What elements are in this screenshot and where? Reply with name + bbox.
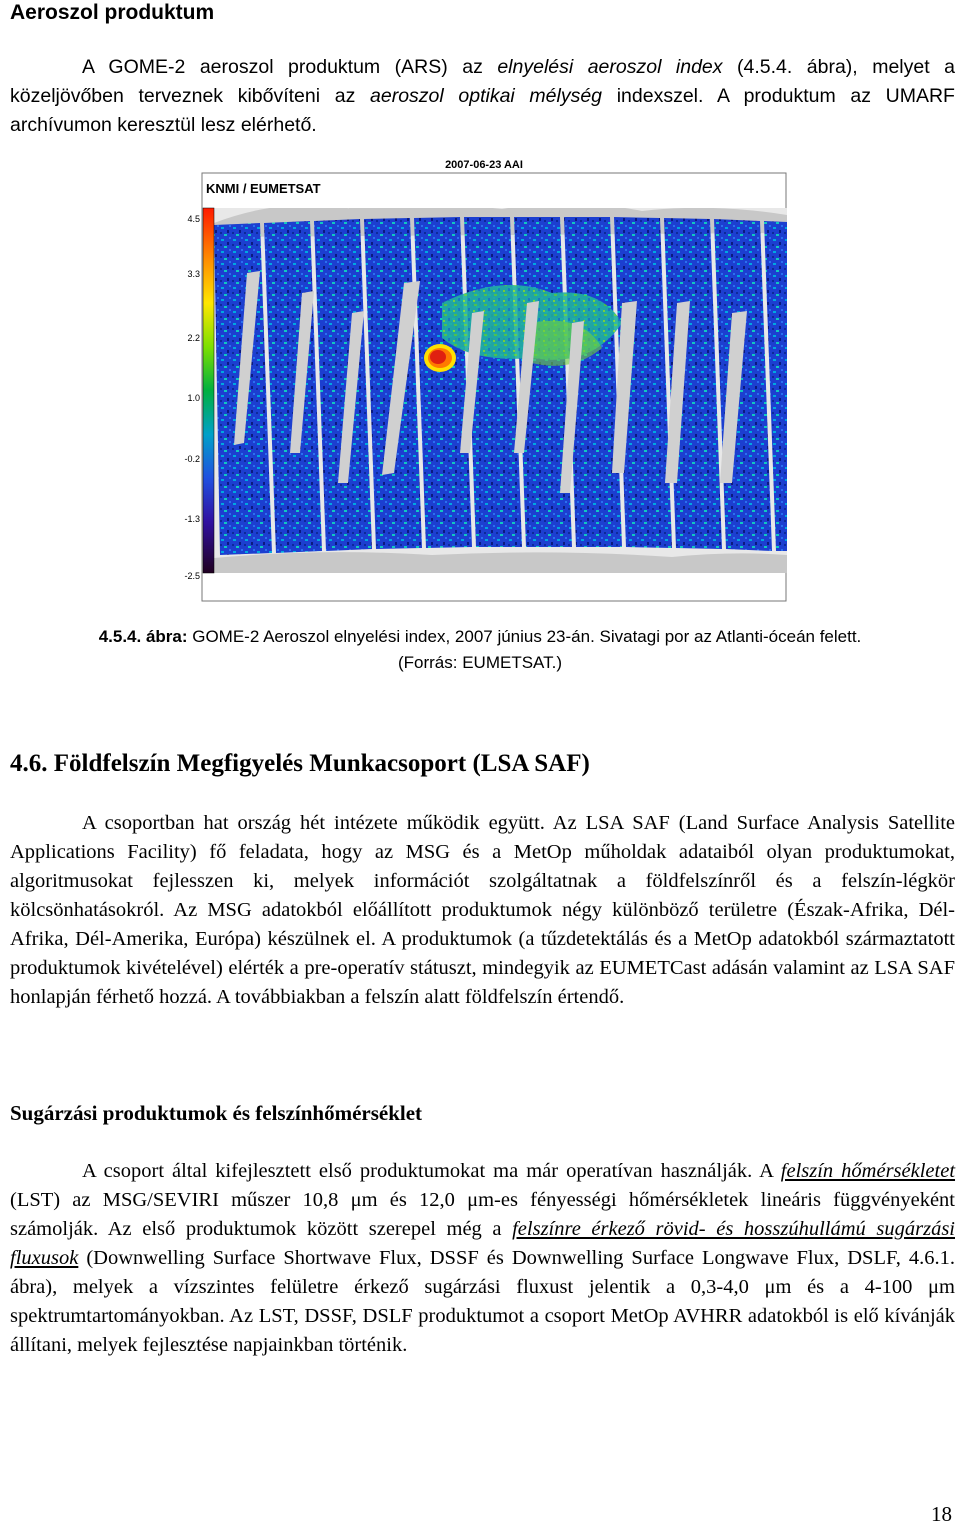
section-title-radiation: Sugárzási produktumok és felszínhőmérséklet [10,1101,423,1125]
page-number: 18 [931,1502,952,1526]
satellite-swaths [214,217,787,555]
section-title-lsa-saf: 4.6. Földfelszín Megfigyelés Munkacsoport (LSA SAF) [10,750,590,777]
map-title: 2007-06-23 AAI [445,159,523,171]
colorbar-tick: 3.3 [187,269,200,279]
colorbar-tick: 1.0 [187,393,200,403]
colorbar-tick: 2.2 [187,333,200,343]
colorbar-tick: 4.5 [187,214,200,224]
colorbar-tick: -1.3 [184,514,200,524]
knmi-eumetsat-logo: KNMI / EUMETSAT [206,181,321,196]
figure-caption-source: (Forrás: EUMETSAT.) [397,653,563,672]
section-title-aerosol: Aeroszol produktum [10,1,215,24]
radiation-paragraph: A csoport által kifejlesztett első produktumokat ma már operatívan használják. A felszín hőmérsékletet (LST) az MSG/SEVIRI műszer 10,8 μm és 12,0 μm-es fényességi hőmérsékletek lineáris függvényeként számolják. Az első produktumok között szerepel még a felszínre érkező rövid- és hosszúhullámú sugárzási fluxusok (Downwelling Surface Shortwave Flux, DSSF és Downwelling Surface Longwave Flux, DSLF, 4.6.1. ábra), melyek a vízszintes felületre érkező sugárzási fluxust jelentik a 0,3-4,0 μm és a 4-100 μm spektrumtartományokban. Az LST, DSSF, DSLF produktumot a csoport MetOp AVHRR adatokból is elő kívánják állítani, melyek fejlesztése napjainkban történik. [10,1160,956,1356]
aerosol-index-map-figure [172,153,788,603]
colorbar-tick: -2.5 [184,571,200,581]
lsa-saf-paragraph: A csoportban hat ország hét intézete működik együtt. Az LSA SAF (Land Surface Analysis Satellite Applications Facility) fő feladata, hogy az MSG és a MetOp műholdak adataiból olyan produktumokat, algoritmusokat fejlesszen ki, melyek információt szolgáltatnak a földfelszínről és a felszín-légkör kölcsönhatásokról. Az MSG adatokból előállított produktumok négy különböző területre (Észak-Afrika, Dél-Afrika, Dél-Amerika, Európa) készülnek el. A produktumok (a tűzdetektálás és a MetOp adatokból származtatott produktumok kivételével) elérték a pre-operatív státuszt, mindegyik az EUMETCast adásán valamint az LSA SAF honlapján férhető hozzá. A továbbiakban a felszín alatt földfelszín értendő. [10,812,955,1008]
aerosol-index-map [172,153,788,603]
figure-caption: 4.5.4. ábra: GOME-2 Aeroszol elnyelési index, 2007 június 23-án. Sivatagi por az Atlanti-óceán felett. [98,627,862,646]
aerosol-paragraph: A GOME-2 aeroszol produktum (ARS) az elnyelési aeroszol index (4.5.4. ábra), melyet a közeljövőben terveznek kibővíteni az aeroszol optikai mélység indexszel. A produktum az UMARF archívumon keresztül lesz elérhető. [10,56,955,136]
colorbar-tick: -0.2 [184,454,200,464]
colorbar [203,208,214,573]
